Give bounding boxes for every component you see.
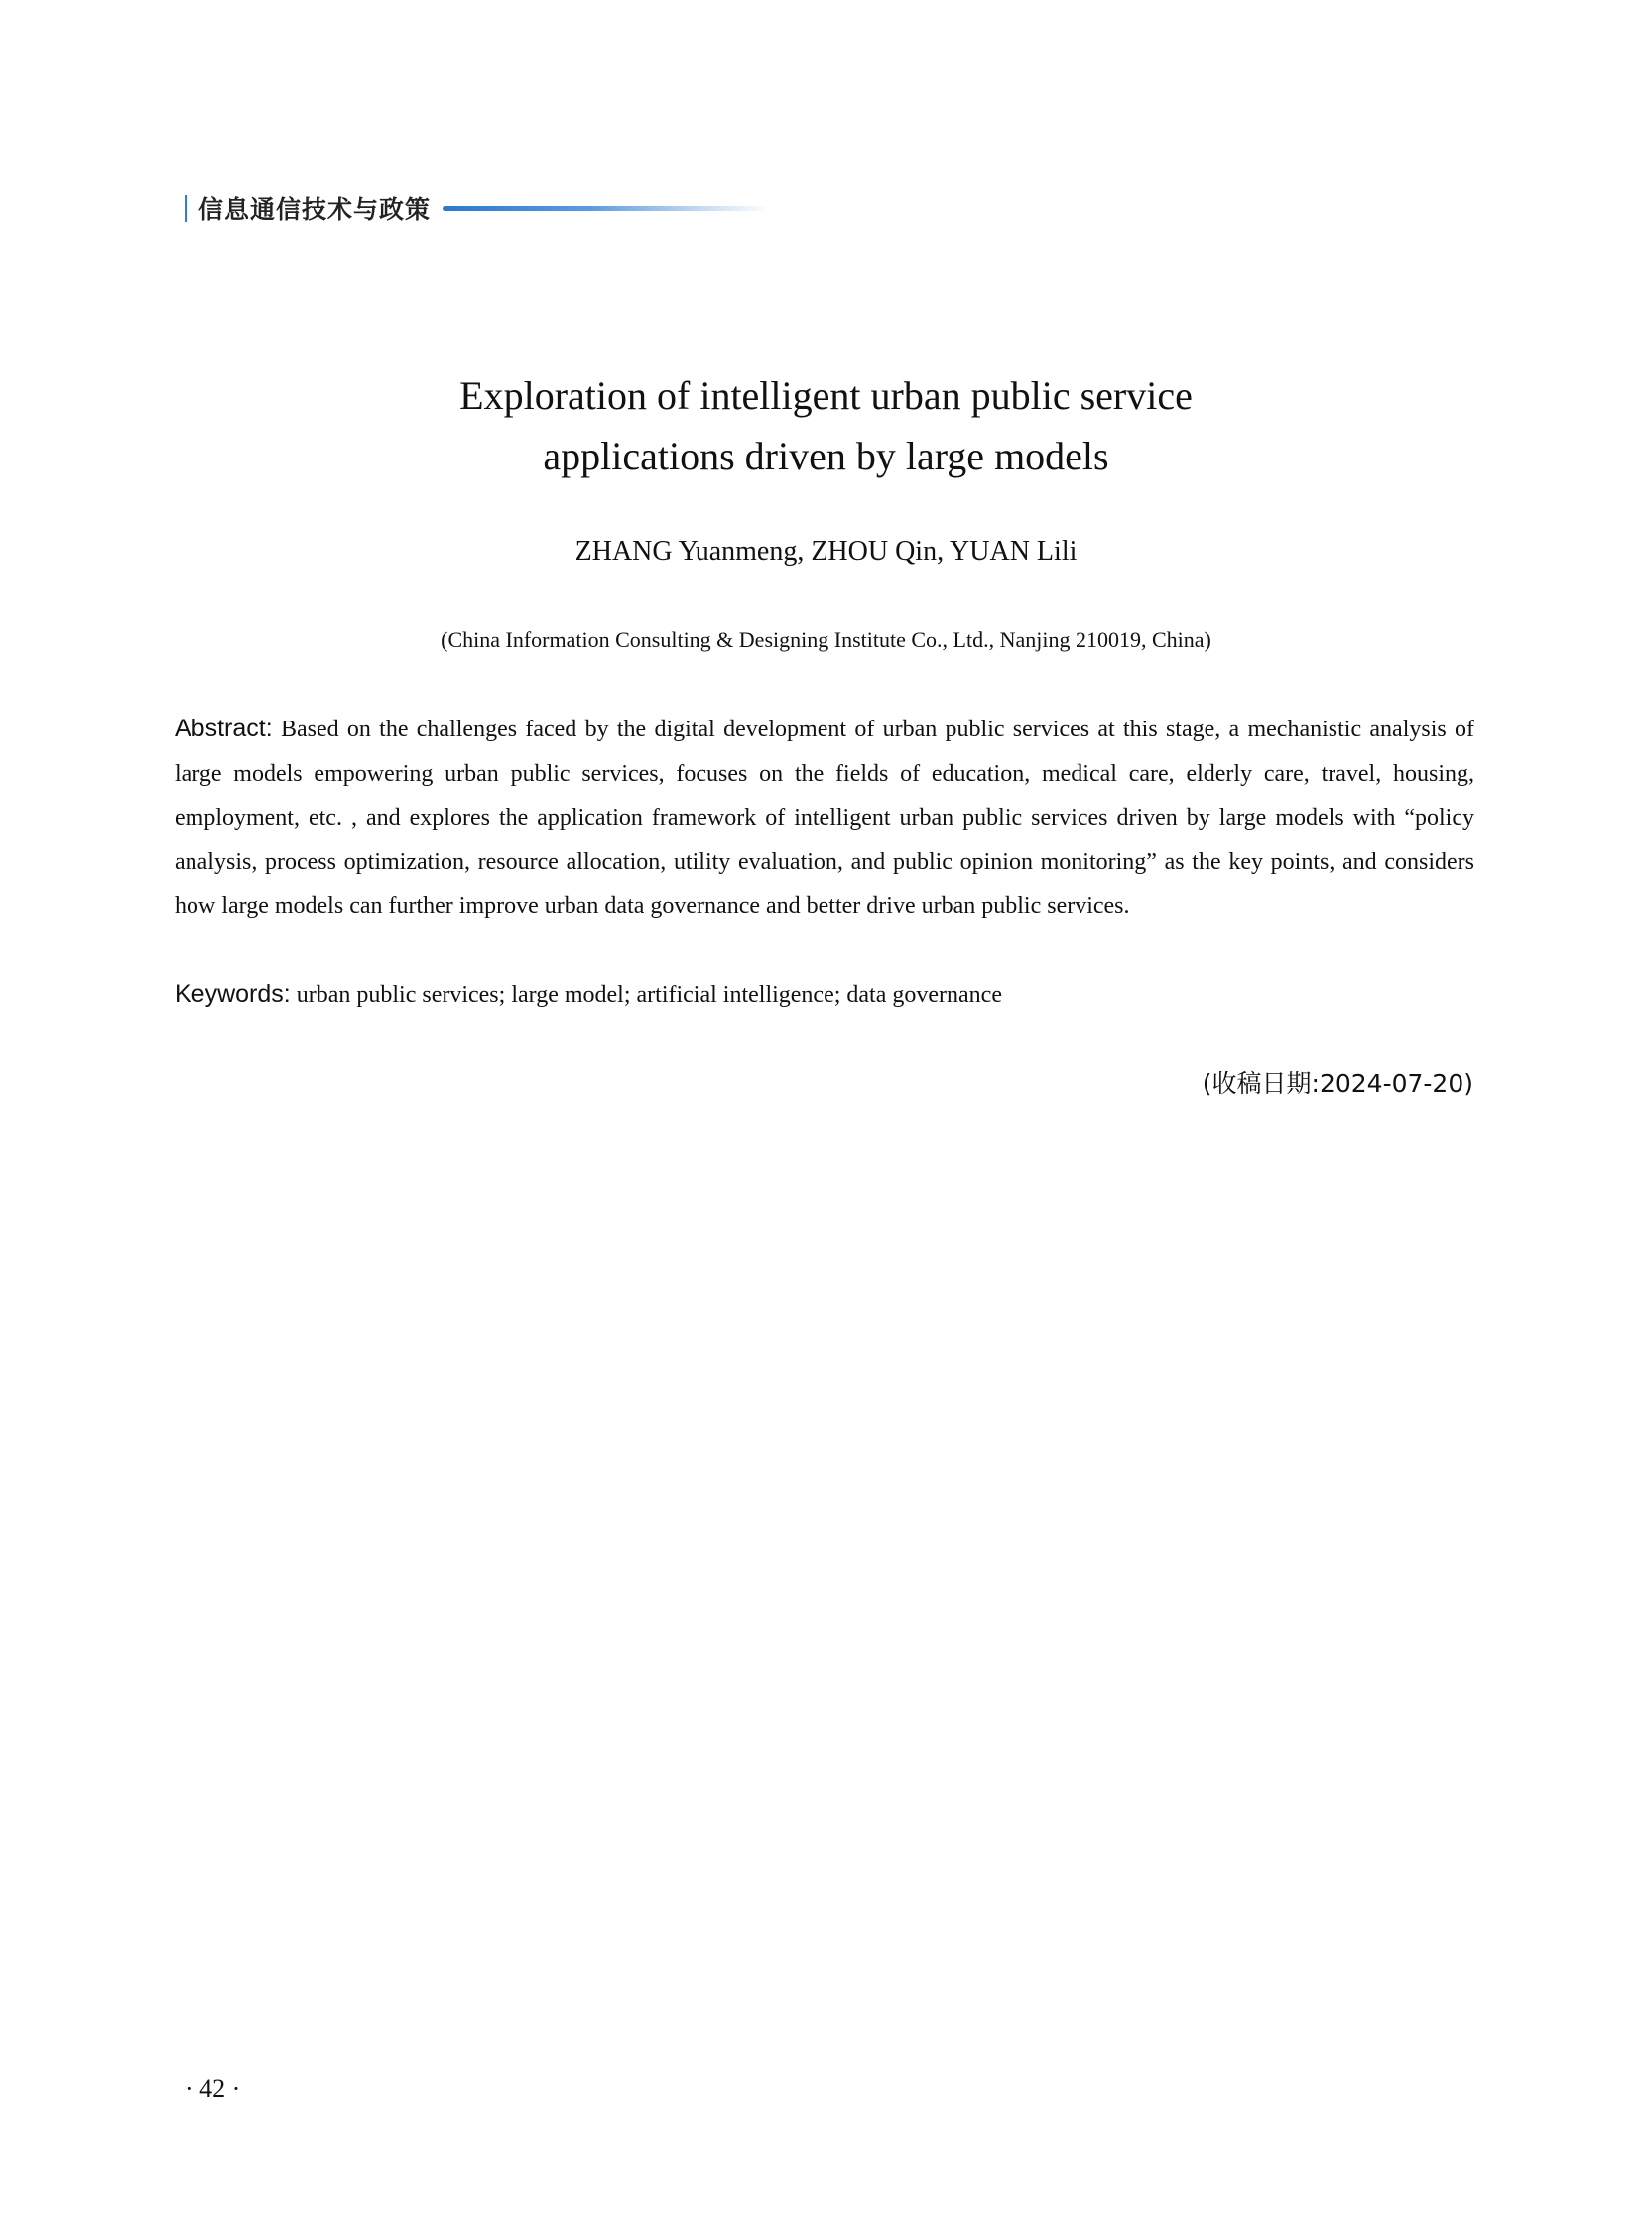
- page-number: · 42 ·: [185, 2074, 241, 2103]
- running-header: [185, 189, 770, 228]
- received-date: (收稿日期:2024-07-20): [1202, 1069, 1473, 1098]
- header-accent-bar: [185, 195, 187, 222]
- keywords-paragraph: [175, 973, 1474, 1017]
- abstract-text: Based on the challenges faced by the digital development of urban public services at this stage, a mechanistic analysis of large models empowering urban public services, focuses on the fields of education, medical care, elderly care, travel, housing, employment, etc. , and explores the application framework of intelligent urban public services driven by large models with “policy analysis, process optimization, resource allocation, utility evaluation, and public opinion monitoring” as the key points, and considers how large models can further improve urban data governance and better drive urban public services.: [175, 717, 1474, 919]
- paper-title-line-1: Exploration of intelligent urban public service: [459, 373, 1193, 418]
- author-list: ZHANG Yuanmeng, ZHOU Qin, YUAN Lili: [574, 536, 1078, 567]
- keywords-text: urban public services; large model; artificial intelligence; data governance: [290, 982, 1002, 1008]
- section-title: 信息通信技术与政策: [198, 196, 432, 224]
- abstract-label: Abstract:: [175, 715, 273, 742]
- keywords-label: Keywords:: [175, 981, 291, 1008]
- abstract-paragraph: [175, 707, 1474, 929]
- affiliation: (China Information Consulting & Designing Institute Co., Ltd., Nanjing 210019, China): [441, 627, 1211, 652]
- header-gradient-line: [443, 206, 770, 211]
- paper-title-line-2: applications driven by large models: [543, 434, 1109, 478]
- paper-title: [0, 365, 1652, 486]
